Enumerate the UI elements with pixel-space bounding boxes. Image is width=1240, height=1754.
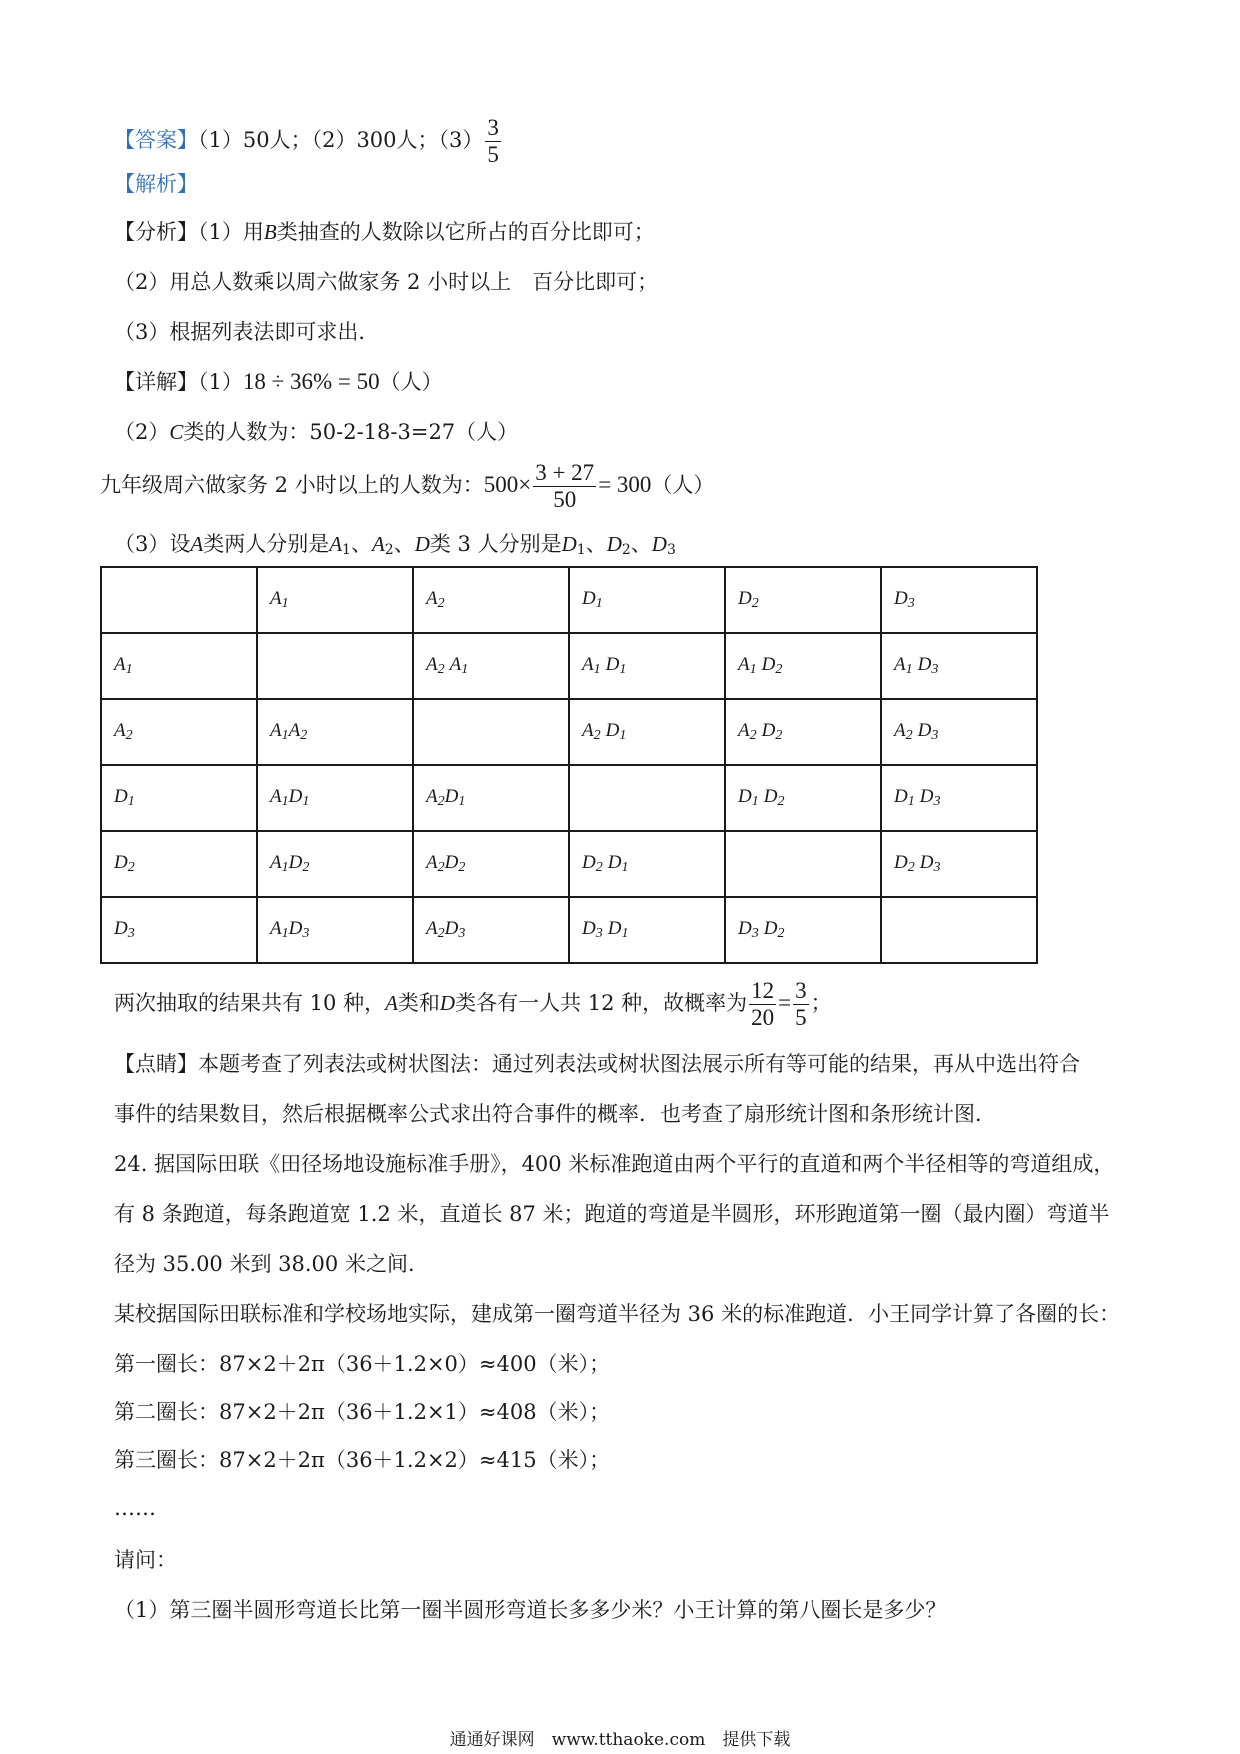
table-cell xyxy=(413,699,569,765)
answer-tag: 【答案】 xyxy=(114,128,198,152)
variable: A xyxy=(385,991,398,1015)
sub-question-1: （1）第三圈半圆形弯道长比第一圈半圆形弯道长多多少米？小王计算的第八圈长是多少？ xyxy=(114,1598,947,1622)
variable: D xyxy=(651,532,667,556)
table-cell: $A_2$ $D_3$ xyxy=(881,699,1037,765)
table-cell: $A_2$ $D_1$ xyxy=(569,699,725,765)
detail-label: 【详解】 xyxy=(114,370,198,394)
answer-text: （1）50人；（2）300人；（3） xyxy=(198,128,484,152)
result-text: 类各有一人共 12 种，故概率为 xyxy=(455,991,748,1015)
fraction-denominator: 5 xyxy=(487,142,499,167)
table-cell: $D_2$ $D_1$ xyxy=(569,831,725,897)
separator: 、 xyxy=(585,532,607,556)
table-cell xyxy=(101,567,257,633)
result-fraction-2 xyxy=(793,978,809,1031)
variable: A xyxy=(371,532,385,556)
answer-fraction xyxy=(485,115,501,168)
table-cell: $D_2$ xyxy=(101,831,257,897)
variable: B xyxy=(263,220,277,244)
table-row xyxy=(101,567,1037,633)
table-row xyxy=(101,633,1037,699)
table-cell: $D_3$ $D_2$ xyxy=(725,897,881,963)
fraction-numerator: 12 xyxy=(751,978,775,1003)
detail-fraction xyxy=(533,460,596,513)
analysis-text: 类抽查的人数除以它所占的百分比即可； xyxy=(276,220,655,244)
analysis-line-1 xyxy=(114,218,655,246)
table-cell: $A_2D_1$ xyxy=(413,765,569,831)
detail-line-4: （3）设A类两人分别是$A_1$、$A_2$、D类 3 人分别是$D_1$、$D_2$、$D_3$ xyxy=(114,532,676,558)
variable: C xyxy=(169,420,184,444)
lap-1-formula: 第一圈长：87×2＋2π（36＋1.2×0）≈400（米）； xyxy=(114,1352,611,1376)
table-cell: $A_1$ $D_3$ xyxy=(881,633,1037,699)
table-cell: $D_2$ xyxy=(725,567,881,633)
comment-line-1 xyxy=(114,1050,1080,1078)
detail-formula: = 300 xyxy=(598,472,652,497)
question-prompt: 请问： xyxy=(114,1548,177,1572)
comment-text: 本题考查了列表法或树状图法：通过列表法或树状图法展示所有等可能的结果，再从中选出符合 xyxy=(198,1052,1080,1076)
outcome-table xyxy=(100,566,1038,964)
table-cell: $D_1$ xyxy=(101,765,257,831)
table-cell: $A_2$ $A_1$ xyxy=(413,633,569,699)
table-cell: $A_2D_3$ xyxy=(413,897,569,963)
table-cell: $D_3$ xyxy=(101,897,257,963)
table-cell: $A_1$ $D_1$ xyxy=(569,633,725,699)
ellipsis: …… xyxy=(114,1496,156,1520)
separator: 、 xyxy=(630,532,652,556)
page-footer: 通通好课网 www.tthaoke.com 提供下载 xyxy=(449,1730,791,1750)
detail-text: （3）设 xyxy=(114,532,191,556)
table-cell xyxy=(725,831,881,897)
table-cell: $A_2$ $D_2$ xyxy=(725,699,881,765)
answer-line xyxy=(114,115,503,168)
variable: A xyxy=(190,532,204,556)
question-24-line-3: 径为 35.00 米到 38.00 米之间． xyxy=(114,1252,429,1276)
table-cell: $A_2$ xyxy=(413,567,569,633)
fraction-denominator: 50 xyxy=(553,487,577,512)
equals-sign: = xyxy=(778,990,792,1015)
detail-text: （2） xyxy=(114,420,170,444)
result-fraction-1 xyxy=(749,978,776,1031)
detail-text: 九年级周六做家务 2 小时以上的人数为： xyxy=(100,473,484,497)
detail-text: （1） xyxy=(198,370,243,394)
detail-line-2 xyxy=(114,418,518,446)
detail-text: 类 3 人分别是 xyxy=(429,532,562,556)
separator: 、 xyxy=(350,532,372,556)
table-cell: $D_1$ $D_3$ xyxy=(881,765,1037,831)
analysis-tag: 【解析】 xyxy=(114,172,198,196)
table-cell: $A_2D_2$ xyxy=(413,831,569,897)
table-cell xyxy=(257,633,413,699)
variable: D xyxy=(414,532,430,556)
analysis-line-2: （2）用总人数乘以周六做家务 2 小时以上 百分比即可； xyxy=(114,270,659,294)
table-cell: $A_1$ $D_2$ xyxy=(725,633,881,699)
result-text: 类和 xyxy=(397,991,440,1015)
detail-line-3 xyxy=(100,460,714,513)
detail-formula: 18 ÷ 36% = 50 xyxy=(242,369,380,394)
table-cell xyxy=(569,765,725,831)
detail-line-1 xyxy=(114,368,443,396)
detail-text: 类的人数为：50-2-18-3=27（人） xyxy=(183,420,519,444)
analysis-line-3: （3）根据列表法即可求出． xyxy=(114,320,380,344)
table-row xyxy=(101,897,1037,963)
result-line xyxy=(114,978,832,1031)
question-24-line-1: 24. 据国际田联《田径场地设施标准手册》，400 米标准跑道由两个平行的直道和两个半径相等的弯道组成， xyxy=(114,1152,1115,1176)
table-cell: $A_1D_1$ xyxy=(257,765,413,831)
fraction-numerator: 3 xyxy=(795,978,807,1003)
comment-label: 【点睛】 xyxy=(114,1052,198,1076)
table-cell: $A_1A_2$ xyxy=(257,699,413,765)
variable: D xyxy=(561,532,577,556)
fraction-numerator: 3 xyxy=(487,115,499,140)
analysis-label: 【分析】 xyxy=(114,220,198,244)
table-cell: $D_2$ $D_3$ xyxy=(881,831,1037,897)
table-cell: $A_2$ xyxy=(101,699,257,765)
table-row xyxy=(101,765,1037,831)
table-cell: $D_1$ xyxy=(569,567,725,633)
fraction-denominator: 5 xyxy=(795,1005,807,1030)
detail-formula: 500× xyxy=(483,472,532,497)
table-row xyxy=(101,831,1037,897)
detail-text: （人） xyxy=(379,370,443,394)
table-cell: $A_1D_3$ xyxy=(257,897,413,963)
variable: D xyxy=(606,532,622,556)
result-text: 两次抽取的结果共有 10 种， xyxy=(114,991,386,1015)
table-cell: $D_1$ $D_2$ xyxy=(725,765,881,831)
lap-2-formula: 第二圈长：87×2＋2π（36＋1.2×1）≈408（米）； xyxy=(114,1400,611,1424)
fraction-denominator: 20 xyxy=(751,1005,775,1030)
separator: 、 xyxy=(393,532,415,556)
comment-line-2: 事件的结果数目，然后根据概率公式求出符合事件的概率．也考查了扇形统计图和条形统计图． xyxy=(114,1102,996,1126)
result-text: ； xyxy=(810,991,832,1015)
variable: D xyxy=(439,991,456,1015)
table-cell: $D_3$ xyxy=(881,567,1037,633)
table-cell: $D_3$ $D_1$ xyxy=(569,897,725,963)
table-cell: $A_1$ xyxy=(257,567,413,633)
detail-text: 类两人分别是 xyxy=(203,532,330,556)
fraction-numerator: 3 + 27 xyxy=(535,460,595,485)
question-24-line-4: 某校据国际田联标准和学校场地实际，建成第一圈弯道半径为 36 米的标准跑道．小王同学计算了各圈的长： xyxy=(114,1302,1121,1326)
detail-text: （人） xyxy=(651,473,715,497)
variable: A xyxy=(329,532,343,556)
table-cell: $A_1$ xyxy=(101,633,257,699)
table-cell: $A_1D_2$ xyxy=(257,831,413,897)
table-row xyxy=(101,699,1037,765)
analysis-text: （1）用 xyxy=(198,220,264,244)
lap-3-formula: 第三圈长：87×2＋2π（36＋1.2×2）≈415（米）； xyxy=(114,1448,611,1472)
table-cell xyxy=(881,897,1037,963)
question-24-line-2: 有 8 条跑道，每条跑道宽 1.2 米，直道长 87 米；跑道的弯道是半圆形，环形跑道第一圈（最内圈）弯道半 xyxy=(114,1202,1110,1226)
